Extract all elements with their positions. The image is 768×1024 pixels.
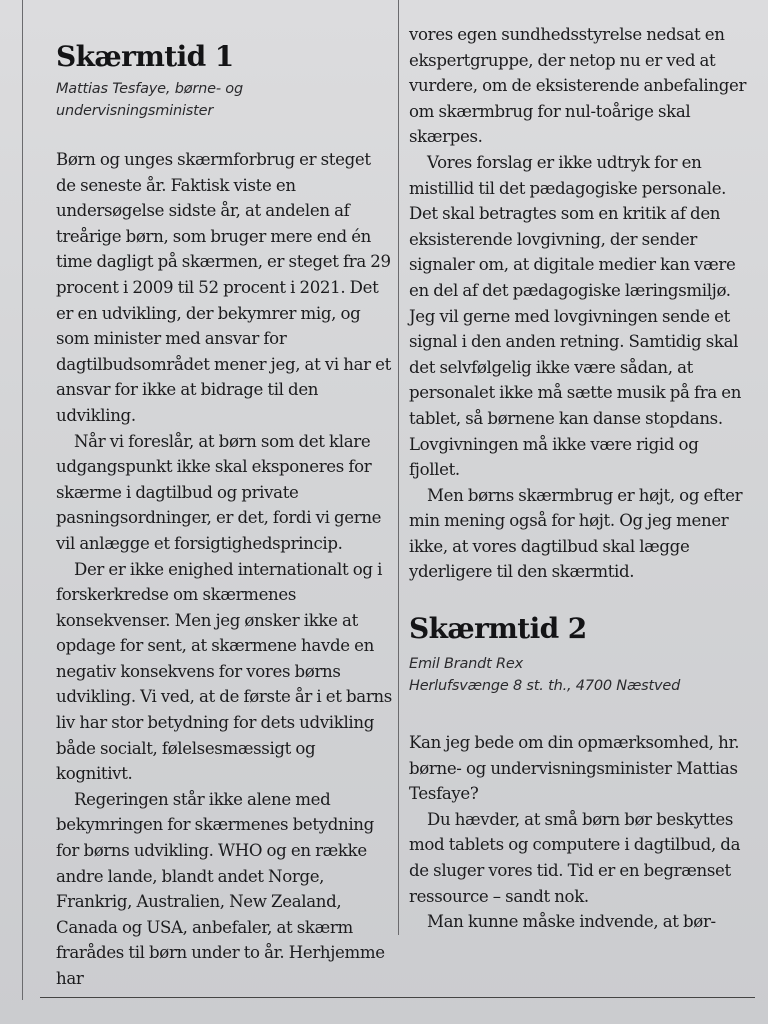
article1-paragraph: Børn og unges skærmforbrug er steget de seneste år. Faktisk viste en undersøgelse sidste år, at andelen af treårige børn, som bruger mere end én time dagligt på skærmen, er steget fra 29 procent i 2009 til 52 procent i 2021. Det er en udvikling, der bekymrer mig, og som minister med ansvar for dagtilbudsområdet mener jeg, at vi har et ansvar for ikke at bidrage til den udvikling. (56, 150, 391, 425)
article1-body-right-column (409, 22, 747, 585)
article2-paragraph: Kan jeg bede om din opmærksomhed, hr. børne- og undervisningsminister Mattias Tesfaye? (409, 733, 740, 804)
page-bottom-rule (40, 997, 755, 998)
article1-paragraph: Regeringen står ikke alene med bekymringen for skærmenes betydning for børns udvikling. WHO og en række andre lande, blandt andet Norge, Frankrig, Australien, New Zealand, Canada og USA, anbefaler, at skærm frarådes til børn under to år. Herhjemme har (56, 789, 385, 988)
article1-byline (56, 78, 386, 122)
article1-paragraph: vores egen sundhedsstyrelse nedsat en ekspertgruppe, der netop nu er ved at vurdere, om de eksisterende anbefalinger om skærmbrug for nul-toårige skal skærpes. (409, 25, 747, 147)
article2-paragraph: Man kunne måske indvende, at bør- (427, 912, 716, 932)
article1-paragraph: Der er ikke enighed internationalt og i forskerkredse om skærmenes konsekvenser. Men jeg ønsker ikke at opdage for sent, at skærmene havde en negativ konsekvens for vores børns udvikling. Vi ved, at de første år i et barns liv har stor betydning for dets udvikling både socialt, følelsesmæssigt og kognitivt. (56, 559, 392, 784)
article1-byline-name: Mattias Tesfaye, børne- og (56, 81, 243, 97)
article1-headline: Skærmtid 1 (56, 40, 234, 73)
article2-headline: Skærmtid 2 (409, 612, 587, 645)
article2-paragraph: Du hævder, at små børn bør beskyttes mod tablets og computere i dagtilbud, da de sluger vores tid. Tid er en begrænset ressource – sandt nok. (409, 809, 741, 906)
article1-byline-title: undervisningsminister (56, 103, 214, 119)
column-rule-middle (398, 0, 399, 935)
article1-paragraph: Når vi foreslår, at børn som det klare udgangspunkt ikke skal eksponeres for skærme i dagtilbud og private pasningsordninger, er det, fordi vi gerne vil anlægge et forsigtighedsprincip. (56, 431, 382, 553)
column-rule-left (22, 0, 23, 1000)
article2-byline-name: Emil Brandt Rex (409, 656, 524, 672)
article2-byline-address: Herlufsvænge 8 st. th., 4700 Næstved (409, 678, 681, 694)
article1-body-left-column (56, 147, 394, 992)
article2-byline (409, 653, 749, 697)
article1-paragraph: Vores forslag er ikke udtryk for en mistillid til det pædagogiske personale. Det skal betragtes som en kritik af den eksisterende lovgivning, der sender signaler om, at digitale medier kan være en del af det pædagogiske læringsmiljø. Jeg vil gerne med lovgivningen sende et signal i den anden retning. Samtidig skal det selvfølgelig ikke være sådan, at personalet ikke må sætte musik på fra en tablet, så børnene kan danse stopdans. Lovgivningen må ikke være rigid og fjollet. (409, 152, 742, 480)
article2-body (409, 730, 747, 935)
article1-paragraph: Men børns skærmbrug er højt, og efter min mening også for højt. Og jeg mener ikke, at vores dagtilbud skal lægge yderligere til den skærmtid. (409, 485, 743, 582)
